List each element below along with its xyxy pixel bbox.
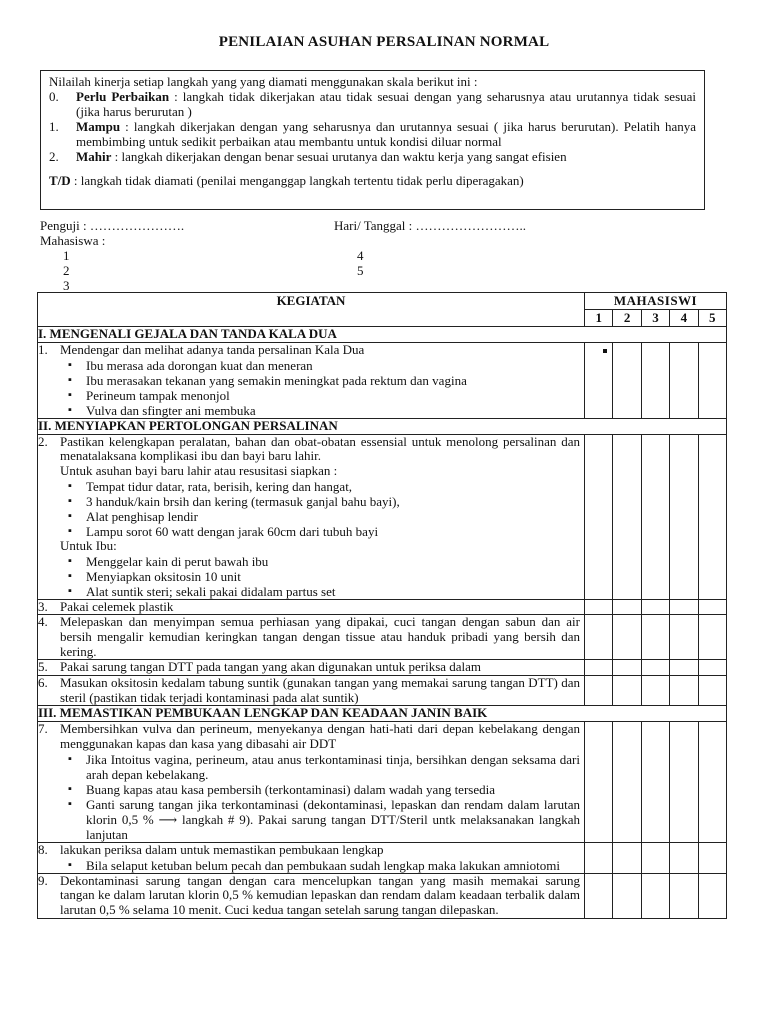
score-cell[interactable]: [585, 615, 613, 660]
table-row: 8. lakukan periksa dalam untuk memastikan pembukaan lengkap ▪ Bila selaput ketuban belum pecah dan pembukaan sudah lengkap maka lakukan amniotomi: [38, 842, 727, 873]
score-cell[interactable]: [641, 615, 669, 660]
score-cell[interactable]: [641, 676, 669, 706]
score-cell[interactable]: [698, 873, 726, 918]
list-item: ▪ Tempat tidur datar, rata, berisih, kering dan hangat,: [86, 479, 580, 494]
page-title: PENILAIAN ASUHAN PERSALINAN NORMAL: [218, 34, 550, 50]
list-item: ▪ Menggelar kain di perut bawah ibu: [86, 554, 580, 569]
table-row: 2. Pastikan kelengkapan peralatan, bahan dan obat-obatan essensial untuk menolong persalinan dan menatalaksana komplikasi ibu dan bayi baru lahir. Untuk asuhan bayi baru lahir atau resusitasi siapkan : ▪ Tempat tidur datar, rata, berisih, kering dan hangat, ▪ 3 handuk/kain brsih dan kering (termasuk ganjal bahu bayi), ▪ Alat penghisap lendir ▪ Lampu sorot 60 watt dengan jarak 60cm dari tubuh bayi Untuk Ibu: ▪ Menggelar kain di perut bawah ibu ▪ Menyiapkan oksitosin 10 unit ▪ Alat suntik steri; sekali pakai didalam partus set: [38, 434, 727, 599]
score-cell[interactable]: [641, 873, 669, 918]
list-item: ▪ Alat penghisap lendir: [86, 509, 580, 524]
list-item: ▪ 3 handuk/kain brsih dan kering (termasuk ganjal bahu bayi),: [86, 494, 580, 509]
score-cell[interactable]: [698, 660, 726, 676]
table-row: 9. Dekontaminasi sarung tangan dengan cara mencelupkan tangan yang masih memakai sarung tangan ke dalam larutan klorin 0,5 % kemudian lepaskan dan rendam dalam keadaan terbalik dalam larutan 0,5 % selama 10 menit. Cuci kedua tangan setelah sarung tangan dilepaskan.: [38, 873, 727, 918]
score-cell[interactable]: [698, 676, 726, 706]
legend-intro: Nilailah kinerja setiap langkah yang yang diamati menggunakan skala berikut ini :: [49, 74, 478, 89]
score-cell[interactable]: [585, 599, 613, 615]
score-cell[interactable]: [670, 676, 698, 706]
score-cell[interactable]: [613, 599, 641, 615]
list-item: ▪ Vulva dan sfingter ani membuka: [86, 403, 580, 418]
score-cell[interactable]: [613, 343, 641, 419]
mahasiswa-label: Mahasiswa :: [40, 233, 106, 248]
section-heading: II. MENYIAPKAN PERTOLONGAN PERSALINAN: [38, 418, 727, 434]
legend-term: Perlu Perbaikan: [76, 89, 170, 104]
score-cell[interactable]: [670, 873, 698, 918]
list-item: ▪ Ibu merasa ada dorongan kuat dan meneran: [86, 358, 580, 373]
legend-td: T/D : langkah tidak diamati (penilai menganggap langkah tertentu tidak perlu diperagakan): [49, 173, 524, 188]
table-row: 1. Mendengar dan melihat adanya tanda persalinan Kala Dua ▪ Ibu merasa ada dorongan kuat dan meneran ▪ Ibu merasakan tekanan yang semakin meningkat pada rektum dan vagina ▪ Perineum tampak menonjol ▪ Vulva dan sfingter ani membuka: [38, 343, 727, 419]
score-cell[interactable]: [641, 722, 669, 842]
kegiatan-header: KEGIATAN: [38, 293, 585, 327]
student-col-header: 4: [670, 310, 698, 327]
list-item: ▪ Bila selaput ketuban belum pecah dan pembukaan sudah lengkap maka lakukan amniotomi: [86, 858, 580, 873]
table-row: 7. Membersihkan vulva dan perineum, menyekanya dengan hati-hati dari depan kebelakang dengan menggunakan kapas dan kasa yang dibasahi air DDT ▪ Jika Intoitus vagina, perineum, atau anus terkontaminasi tinja, bersihkan dengan seksama dari arah depan kebelakang. ▪ Buang kapas atau kasa pembersih (terkontaminasi) dalam wadah yang tersedia ▪ Ganti sarung tangan jika terkontaminasi (dekontaminasi, lepaskan dan rendam dalam larutan klorin 0,5 % ⟶ langkah # 9). Pakai sarung tangan DTT/Steril untk melaksanakan langkah lanjutan: [38, 722, 727, 842]
student-col-header: 1: [585, 310, 613, 327]
score-cell[interactable]: [670, 599, 698, 615]
list-item: ▪ Buang kapas atau kasa pembersih (terkontaminasi) dalam wadah yang tersedia: [86, 782, 580, 797]
section-heading: III. MEMASTIKAN PEMBUKAAN LENGKAP DAN KEADAAN JANIN BAIK: [38, 706, 727, 722]
penguji-field: Penguji : ………………….: [40, 218, 185, 233]
assessment-table: [37, 292, 727, 919]
score-cell[interactable]: [585, 660, 613, 676]
score-cell[interactable]: [670, 615, 698, 660]
score-cell[interactable]: [670, 660, 698, 676]
score-cell[interactable]: [613, 873, 641, 918]
date-field: Hari/ Tanggal : ……………………..: [334, 218, 527, 233]
score-cell[interactable]: [613, 676, 641, 706]
score-cell[interactable]: [585, 343, 613, 419]
score-cell[interactable]: [585, 722, 613, 842]
student-col-header: 3: [641, 310, 669, 327]
list-item: ▪ Ganti sarung tangan jika terkontaminasi (dekontaminasi, lepaskan dan rendam dalam larutan klorin 0,5 % ⟶ langkah # 9). Pakai sarung tangan DTT/Steril untk melaksanakan langkah lanjutan: [86, 797, 580, 842]
score-cell[interactable]: [641, 842, 669, 873]
mahasiswi-header: MAHASISWI: [585, 293, 727, 310]
score-cell[interactable]: [670, 842, 698, 873]
score-cell[interactable]: [698, 615, 726, 660]
score-cell[interactable]: [613, 722, 641, 842]
student-col-header: 5: [698, 310, 726, 327]
legend-term: Mampu: [76, 119, 121, 134]
list-item: ▪ Alat suntik steri; sekali pakai didalam partus set: [86, 584, 580, 599]
list-item: ▪ Perineum tampak menonjol: [86, 388, 580, 403]
table-row: 6. Masukan oksitosin kedalam tabung suntik (gunakan tangan yang memakai sarung tangan DTT) dan steril (pastikan tidak terjadi kontaminasi pada alat suntik): [38, 676, 727, 706]
score-cell[interactable]: [613, 842, 641, 873]
legend-item: 0. Perlu Perbaikan : langkah tidak dikerjakan atau tidak sesuai dengan yang seharusnya atau urutannya tidak sesuai (jika harus berurutan ): [49, 89, 697, 119]
legend-term: Mahir: [76, 149, 112, 164]
table-row: 5. Pakai sarung tangan DTT pada tangan yang akan digunakan untuk periksa dalam: [38, 660, 727, 676]
score-cell[interactable]: [613, 660, 641, 676]
score-cell[interactable]: [613, 615, 641, 660]
score-cell[interactable]: [585, 842, 613, 873]
score-cell[interactable]: [641, 434, 669, 599]
score-cell[interactable]: [698, 434, 726, 599]
scale-legend-box: [40, 70, 705, 210]
score-cell[interactable]: [698, 599, 726, 615]
examiner-info: Penguji : …………………. Hari/ Tanggal : …………………….. Mahasiswa : 1 4 2 5 3: [40, 218, 740, 293]
score-cell[interactable]: [670, 722, 698, 842]
score-cell[interactable]: [670, 434, 698, 599]
score-cell[interactable]: [698, 722, 726, 842]
score-cell[interactable]: [585, 676, 613, 706]
score-cell[interactable]: [698, 343, 726, 419]
score-cell[interactable]: [641, 343, 669, 419]
list-item: ▪ Lampu sorot 60 watt dengan jarak 60cm dari tubuh bayi: [86, 524, 580, 539]
list-item: ▪ Jika Intoitus vagina, perineum, atau anus terkontaminasi tinja, bersihkan dengan seksama dari arah depan kebelakang.: [86, 752, 580, 782]
score-cell[interactable]: [585, 873, 613, 918]
legend-item: 2. Mahir : langkah dikerjakan dengan benar sesuai urutanya dan waktu kerja yang sangat efisien: [49, 149, 567, 164]
list-item: ▪ Menyiapkan oksitosin 10 unit: [86, 569, 580, 584]
score-cell[interactable]: [698, 842, 726, 873]
table-row: 3. Pakai celemek plastik: [38, 599, 727, 615]
score-cell[interactable]: [641, 599, 669, 615]
score-cell[interactable]: [613, 434, 641, 599]
score-cell[interactable]: [585, 434, 613, 599]
section-heading: I. MENGENALI GEJALA DAN TANDA KALA DUA: [38, 327, 727, 343]
table-row: 4. Melepaskan dan menyimpan semua perhiasan yang dipakai, cuci tangan dengan sabun dan air bersih mengalir kemudian keringkan tangan dengan tissue atau handuk pribadi yang bersih dan kering.: [38, 615, 727, 660]
checkbox-mark: [603, 349, 607, 353]
student-col-header: 2: [613, 310, 641, 327]
list-item: ▪ Ibu merasakan tekanan yang semakin meningkat pada rektum dan vagina: [86, 373, 580, 388]
legend-item: 1. Mampu : langkah dikerjakan dengan yang seharusnya dan urutannya sesuai ( jika harus berurutan). Pelatih hanya membimbing untuk sedikit perbaikan atau membantu untuk kondisi diluar normal: [49, 119, 696, 149]
score-cell[interactable]: [641, 660, 669, 676]
score-cell[interactable]: [670, 343, 698, 419]
